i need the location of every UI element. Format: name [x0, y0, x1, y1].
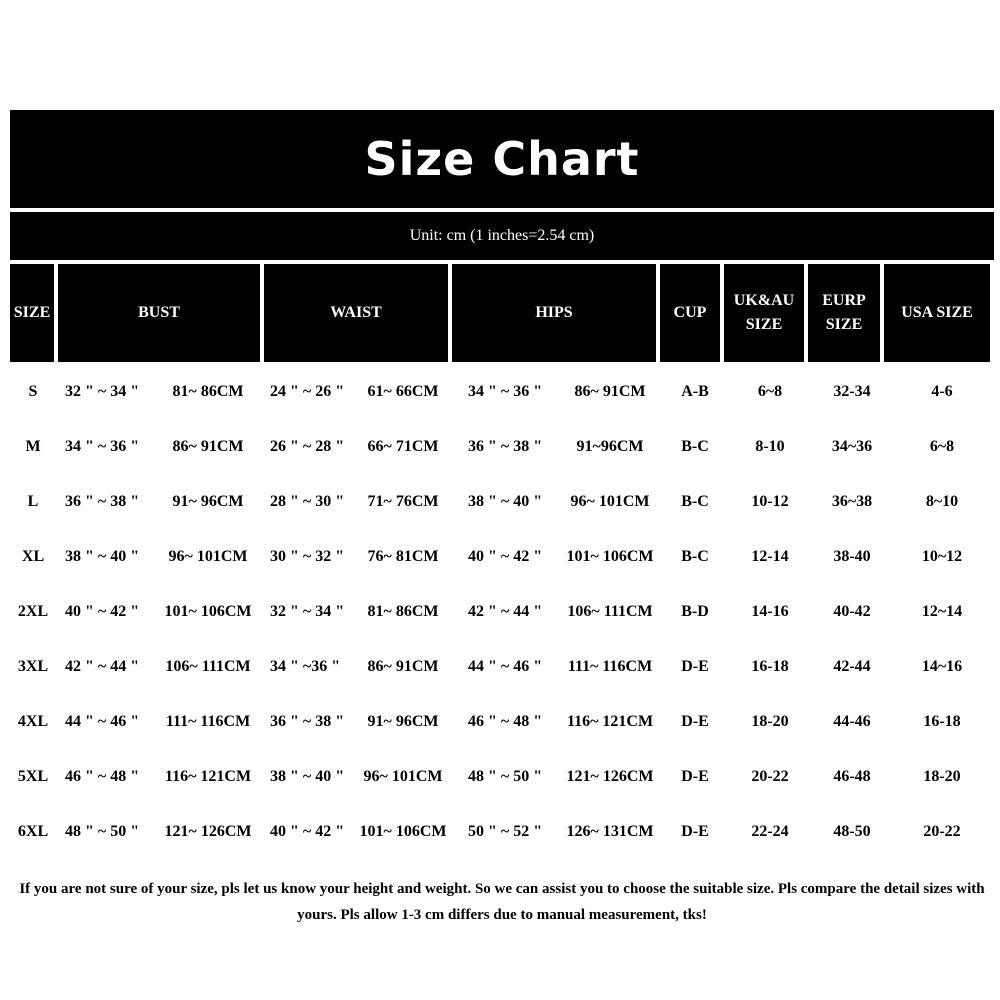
cell-waist-cm: 66~ 71CM	[367, 437, 439, 455]
table-row	[10, 364, 994, 419]
cell-waist-cm: 76~ 81CM	[367, 547, 439, 565]
cell-ukau-size: 14-16	[751, 602, 789, 620]
cell-bust-cm: 86~ 91CM	[172, 437, 244, 455]
cell-eurp-size: 36~38	[831, 492, 873, 510]
cell-hips-inches: 34 " ~ 36 "	[468, 382, 543, 400]
cell-eurp-size: 42-44	[833, 657, 871, 675]
cell-waist-inches: 30 " ~ 32 "	[270, 547, 345, 565]
cell-usa-size: 18-20	[923, 767, 961, 785]
cell-waist-inches: 32 " ~ 34 "	[270, 602, 345, 620]
header-hips: HIPS	[452, 264, 656, 362]
cell-usa-size: 12~14	[921, 602, 963, 620]
cell-bust-inches: 42 " ~ 44 "	[65, 657, 140, 675]
cell-waist-cm: 86~ 91CM	[367, 657, 439, 675]
cell-hips-cm: 106~ 111CM	[567, 602, 653, 620]
cell-bust-cm: 91~ 96CM	[172, 492, 244, 510]
cell-hips-inches: 44 " ~ 46 "	[468, 657, 543, 675]
cell-waist-inches: 38 " ~ 40 "	[270, 767, 345, 785]
cell-eurp-size: 46-48	[833, 767, 871, 785]
cell-bust-inches: 36 " ~ 38 "	[65, 492, 140, 510]
cell-waist-cm: 81~ 86CM	[367, 602, 439, 620]
table-row	[10, 529, 994, 584]
cell-cup: D-E	[681, 712, 709, 730]
cell-hips-inches: 36 " ~ 38 "	[468, 437, 543, 455]
cell-hips-inches: 50 " ~ 52 "	[468, 822, 543, 840]
cell-ukau-size: 20-22	[751, 767, 789, 785]
cell-bust-inches: 32 " ~ 34 "	[65, 382, 140, 400]
cell-waist-cm: 101~ 106CM	[359, 822, 447, 840]
cell-bust-inches: 40 " ~ 42 "	[65, 602, 140, 620]
cell-usa-size: 6~8	[929, 437, 955, 455]
cell-bust-cm: 111~ 116CM	[165, 712, 251, 730]
header-ukau-size: UK&AU SIZE	[724, 264, 804, 362]
footer-note: If you are not sure of your size, pls let us know your height and weight. So we can assist you to choose the suitable size. Pls compare the detail sizes with yours. Pls allow 1-3 cm differs due to manual measurement, tks!	[19, 881, 985, 923]
cell-cup: D-E	[681, 767, 709, 785]
cell-cup: D-E	[681, 822, 709, 840]
table-row	[10, 419, 994, 474]
cell-eurp-size: 40-42	[833, 602, 871, 620]
header-usa-size: USA SIZE	[884, 264, 990, 362]
cell-bust-inches: 38 " ~ 40 "	[65, 547, 140, 565]
cell-hips-cm: 96~ 101CM	[570, 492, 650, 510]
cell-hips-inches: 48 " ~ 50 "	[468, 767, 543, 785]
cell-usa-size: 14~16	[921, 657, 963, 675]
cell-cup: A-B	[681, 382, 709, 400]
cell-waist-cm: 71~ 76CM	[367, 492, 439, 510]
cell-bust-cm: 101~ 106CM	[164, 602, 252, 620]
header-waist: WAIST	[264, 264, 448, 362]
cell-size: L	[27, 492, 39, 510]
cell-hips-inches: 38 " ~ 40 "	[468, 492, 543, 510]
cell-size: S	[28, 382, 38, 400]
cell-size: 3XL	[17, 657, 49, 675]
cell-waist-inches: 40 " ~ 42 "	[270, 822, 345, 840]
header-bust: BUST	[58, 264, 260, 362]
cell-bust-inches: 46 " ~ 48 "	[65, 767, 140, 785]
table-header	[10, 264, 994, 362]
cell-eurp-size: 32-34	[833, 382, 871, 400]
table-row	[10, 694, 994, 749]
table-row	[10, 639, 994, 694]
header-size: SIZE	[10, 264, 54, 362]
cell-bust-cm: 106~ 111CM	[165, 657, 251, 675]
cell-size: 5XL	[17, 767, 49, 785]
cell-cup: D-E	[681, 657, 709, 675]
cell-bust-cm: 96~ 101CM	[168, 547, 248, 565]
table-row	[10, 474, 994, 529]
cell-hips-inches: 40 " ~ 42 "	[468, 547, 543, 565]
table-row	[10, 749, 994, 804]
cell-hips-inches: 46 " ~ 48 "	[468, 712, 543, 730]
cell-waist-inches: 34 " ~36 "	[270, 657, 341, 675]
cell-eurp-size: 44-46	[833, 712, 871, 730]
cell-cup: B-D	[681, 602, 709, 620]
cell-ukau-size: 10-12	[751, 492, 789, 510]
cell-bust-inches: 48 " ~ 50 "	[65, 822, 140, 840]
header-cup: CUP	[660, 264, 720, 362]
cell-waist-inches: 24 " ~ 26 "	[270, 382, 345, 400]
cell-waist-inches: 26 " ~ 28 "	[270, 437, 345, 455]
cell-waist-inches: 28 " ~ 30 "	[270, 492, 345, 510]
cell-cup: B-C	[681, 492, 709, 510]
page-title: Size Chart	[10, 110, 994, 208]
cell-size: 4XL	[17, 712, 49, 730]
cell-bust-cm: 116~ 121CM	[164, 767, 252, 785]
cell-hips-cm: 111~ 116CM	[567, 657, 653, 675]
cell-usa-size: 4-6	[931, 382, 953, 400]
size-table-body	[10, 364, 994, 859]
cell-usa-size: 8~10	[925, 492, 959, 510]
cell-ukau-size: 18-20	[751, 712, 789, 730]
cell-size: 2XL	[17, 602, 49, 620]
cell-ukau-size: 12-14	[751, 547, 789, 565]
cell-bust-cm: 81~ 86CM	[172, 382, 244, 400]
cell-bust-inches: 44 " ~ 46 "	[65, 712, 140, 730]
cell-waist-cm: 91~ 96CM	[367, 712, 439, 730]
cell-bust-cm: 121~ 126CM	[164, 822, 252, 840]
cell-size: 6XL	[17, 822, 49, 840]
header-eurp-size: EURP SIZE	[808, 264, 880, 362]
cell-hips-cm: 116~ 121CM	[566, 712, 654, 730]
cell-waist-cm: 61~ 66CM	[367, 382, 439, 400]
cell-usa-size: 20-22	[923, 822, 961, 840]
cell-bust-inches: 34 " ~ 36 "	[65, 437, 140, 455]
cell-size: M	[25, 437, 41, 455]
cell-cup: B-C	[681, 437, 709, 455]
cell-usa-size: 10~12	[921, 547, 963, 565]
cell-ukau-size: 6~8	[757, 382, 783, 400]
cell-hips-cm: 91~96CM	[576, 437, 644, 455]
cell-size: XL	[21, 547, 45, 565]
cell-eurp-size: 48-50	[833, 822, 871, 840]
cell-ukau-size: 8-10	[755, 437, 785, 455]
cell-usa-size: 16-18	[923, 712, 961, 730]
cell-hips-inches: 42 " ~ 44 "	[468, 602, 543, 620]
cell-eurp-size: 34~36	[831, 437, 873, 455]
cell-waist-cm: 96~ 101CM	[363, 767, 443, 785]
table-row	[10, 584, 994, 639]
cell-hips-cm: 126~ 131CM	[566, 822, 654, 840]
cell-ukau-size: 16-18	[751, 657, 789, 675]
cell-eurp-size: 38-40	[833, 547, 871, 565]
cell-waist-inches: 36 " ~ 38 "	[270, 712, 345, 730]
cell-hips-cm: 86~ 91CM	[574, 382, 646, 400]
unit-note: Unit: cm (1 inches=2.54 cm)	[10, 212, 994, 260]
cell-cup: B-C	[681, 547, 709, 565]
cell-hips-cm: 101~ 106CM	[566, 547, 654, 565]
cell-hips-cm: 121~ 126CM	[566, 767, 654, 785]
table-row	[10, 804, 994, 859]
cell-ukau-size: 22-24	[751, 822, 789, 840]
